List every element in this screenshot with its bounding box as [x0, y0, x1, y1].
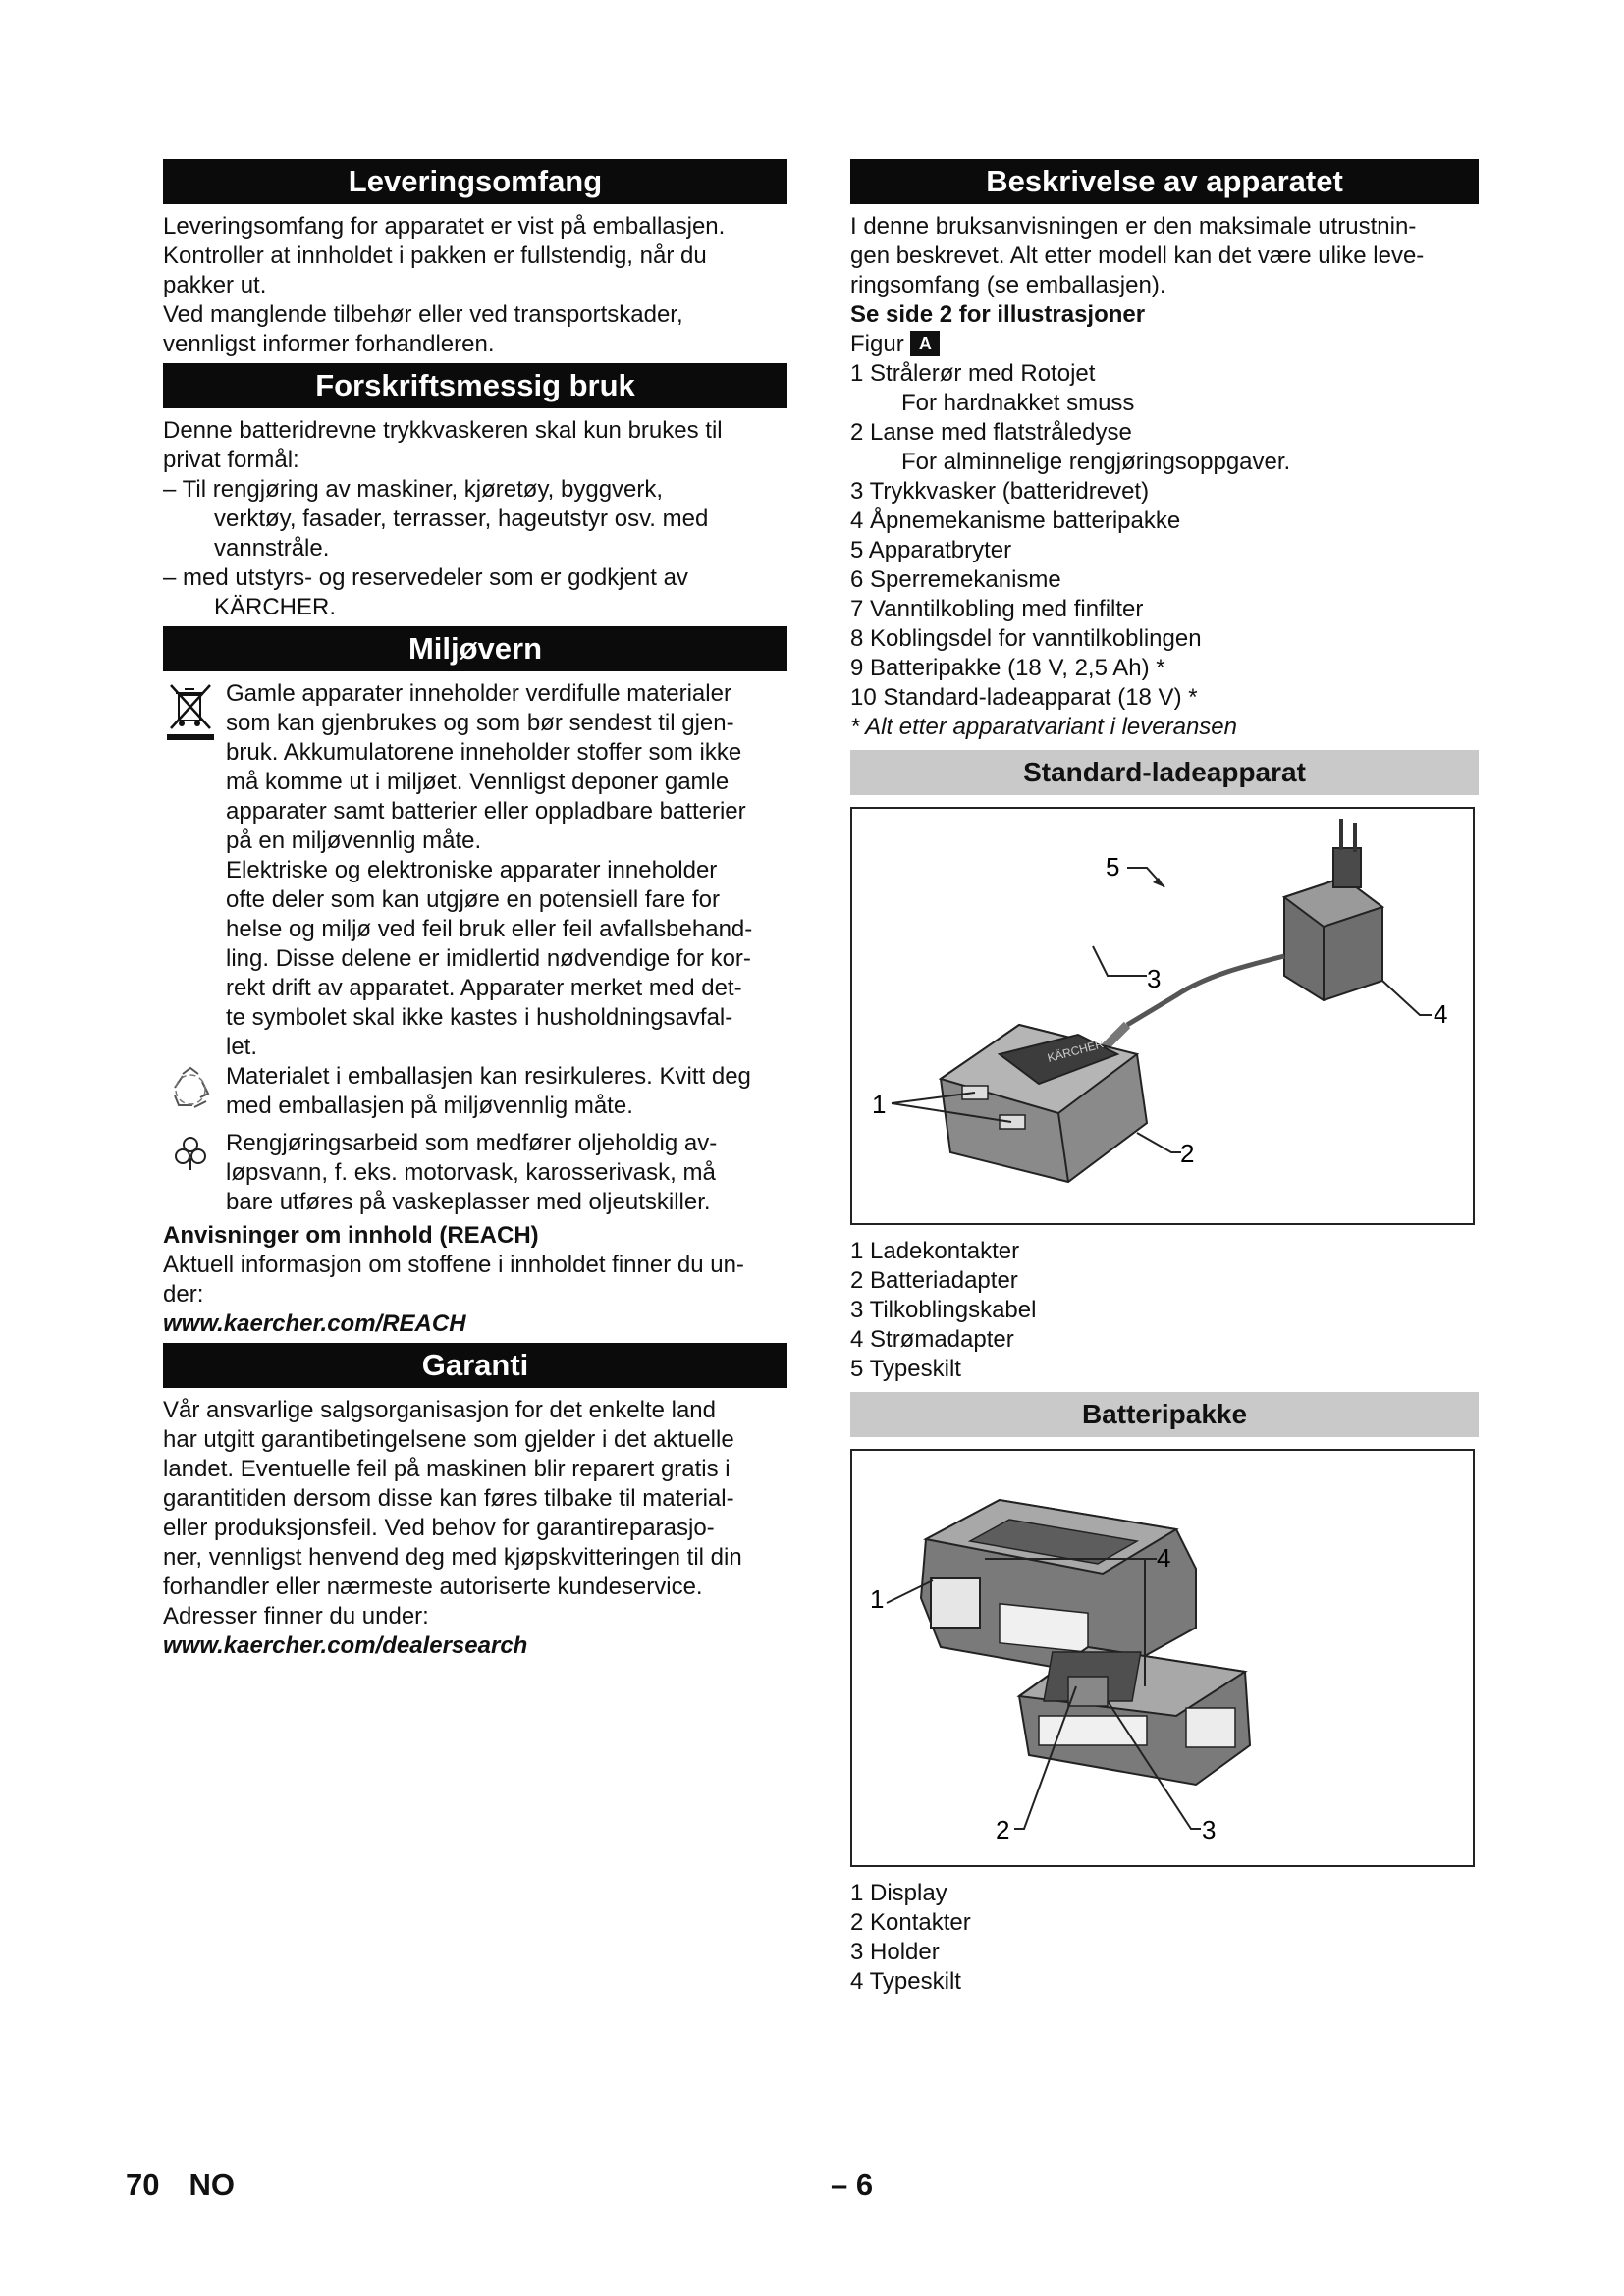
text-line: helse og miljø ved feil bruk eller feil avfallsbehand-: [226, 916, 753, 942]
text-line: let.: [226, 1034, 258, 1060]
text-line: Rengjøringsarbeid som medfører oljeholdig av-: [226, 1130, 718, 1156]
list-item: 4 Strømadapter: [850, 1326, 1014, 1353]
list-item: 3 Holder: [850, 1939, 940, 1965]
recycle-paragraph: [163, 1062, 787, 1121]
text-line: verktøy, fasader, terrasser, hageutstyr osv. med: [214, 506, 709, 532]
text-line: Denne batteridrevne trykkvaskeren skal kun brukes til: [163, 417, 723, 444]
heading-beskrivelse: Beskrivelse av apparatet: [850, 159, 1479, 204]
text-line: pakker ut.: [163, 272, 267, 298]
text-line: Materialet i emballasjen kan resirkuleres. Kvitt deg: [226, 1063, 751, 1090]
dash-bullet: –: [163, 564, 177, 591]
list-item: 5 Typeskilt: [850, 1356, 961, 1382]
list-item: 4 Åpnemekanisme batteripakke: [850, 507, 1181, 534]
heading-standard-ladeapparat: Standard-ladeapparat: [850, 750, 1479, 795]
dash-item: [163, 563, 787, 593]
text-line: gen beskrevet. Alt etter modell kan det være ulike leve-: [850, 242, 1425, 269]
figure-ref: [850, 330, 1479, 359]
battery-adapter-drawing: [941, 1025, 1147, 1182]
text-line: KÄRCHER.: [214, 594, 337, 620]
heading-miljovern: Miljøvern: [163, 626, 787, 671]
text-line: forhandler eller nærmeste autoriserte kundeservice.: [163, 1574, 703, 1600]
text-line: på en miljøvennlig måte.: [226, 828, 482, 854]
text-line: ofte deler som kan utgjøre en potensiell fare for: [226, 886, 720, 913]
text-line: ling. Disse delene er imidlertid nødvendige for kor-: [226, 945, 751, 972]
oil-paragraph: [163, 1129, 787, 1217]
list-item: 7 Vanntilkobling med finfilter: [850, 596, 1144, 622]
forskrift-text: [163, 416, 787, 622]
footnote: * Alt etter apparatvariant i leveransen: [850, 714, 1237, 740]
text-line: Elektriske og elektroniske apparater inneholder: [226, 857, 718, 883]
text-line: har utgitt garantibetingelsene som gjelder i det aktuelle: [163, 1426, 734, 1453]
text-line: Gamle apparater inneholder verdifulle materialer: [226, 680, 731, 707]
text-line: landet. Eventuelle feil på maskinen blir reparert gratis i: [163, 1456, 731, 1482]
list-item: 1 Strålerør med Rotojet: [850, 360, 1096, 387]
list-item: 10 Standard-ladeapparat (18 V) *: [850, 684, 1198, 711]
text-line: apparater samt batterier eller oppladbare batterier: [226, 798, 746, 825]
callout-1: 1: [872, 1090, 887, 1119]
battery-top-drawing: [921, 1500, 1196, 1677]
text-line: løpsvann, f. eks. motorvask, karosserivask, må: [226, 1159, 716, 1186]
text-line: Aktuell informasjon om stoffene i innholdet finner du un-: [163, 1252, 744, 1278]
callout-3: 3: [1147, 964, 1162, 993]
dealersearch-link[interactable]: www.kaercher.com/dealersearch: [163, 1632, 528, 1659]
heading-leveringsomfang: Leveringsomfang: [163, 159, 787, 204]
text-line: ner, vennligst henvend deg med kjøpskvitteringen til din: [163, 1544, 742, 1571]
list-item: 3 Trykkvasker (batteridrevet): [850, 478, 1150, 505]
text-line: må komme ut i miljøet. Vennligst deponer gamle: [226, 769, 730, 795]
heading-forskriftsmessig-bruk: Forskriftsmessig bruk: [163, 363, 787, 408]
list-item: 9 Batteripakke (18 V, 2,5 Ah) *: [850, 655, 1165, 681]
text-line: Leveringsomfang for apparatet er vist på emballasjen.: [163, 213, 726, 240]
text-line: Adresser finner du under:: [163, 1603, 429, 1629]
list-item-sub: For alminnelige rengjøringsoppgaver.: [901, 449, 1291, 475]
list-item: 1 Ladekontakter: [850, 1238, 1020, 1264]
recycle-icon: [163, 1064, 218, 1123]
list-item: 6 Sperremekanisme: [850, 566, 1061, 593]
charger-illustration: [852, 809, 1473, 1223]
dash-item-text: Til rengjøring av maskiner, kjøretøy, byggverk,: [182, 476, 664, 503]
callout-3: 3: [1202, 1815, 1217, 1844]
list-item: 2 Kontakter: [850, 1909, 971, 1936]
oil-separator-icon: [163, 1131, 218, 1190]
page-footer-left: [126, 2167, 264, 2203]
text-line: eller produksjonsfeil. Ved behov for garantireparasjo-: [163, 1515, 715, 1541]
text-line: som kan gjenbrukes og som bør sendest til gjen-: [226, 710, 734, 736]
text-line: vannstråle.: [214, 535, 330, 561]
heading-batteripakke: Batteripakke: [850, 1392, 1479, 1437]
leveringsomfang-text: [163, 212, 787, 359]
page-number: 70: [126, 2167, 160, 2202]
dash-bullet: –: [163, 476, 177, 503]
callout-5: 5: [1106, 852, 1120, 881]
list-item: 3 Tilkoblingskabel: [850, 1297, 1037, 1323]
text-line: Kontroller at innholdet i pakken er fullstendig, når du: [163, 242, 707, 269]
garanti-text: [163, 1396, 787, 1661]
battery-figure: [850, 1449, 1475, 1867]
text-line: med emballasjen på miljøvennlig måte.: [226, 1093, 633, 1119]
power-adapter-drawing: [1284, 819, 1382, 1000]
crossed-bin-icon: [163, 681, 218, 740]
list-item: 2 Lanse med flatstråledyse: [850, 419, 1132, 446]
list-item: 8 Koblingsdel for vanntilkoblingen: [850, 625, 1202, 652]
page-footer-center: – 6: [831, 2167, 874, 2202]
callout-4: 4: [1434, 999, 1448, 1029]
reach-link[interactable]: www.kaercher.com/REACH: [163, 1310, 466, 1337]
text-line: rekt drift av apparatet. Apparater merket med det-: [226, 975, 742, 1001]
callout-4: 4: [1157, 1543, 1171, 1573]
weee-paragraph: [163, 679, 787, 1062]
see-page-note: Se side 2 for illustrasjoner: [850, 301, 1146, 328]
charger-figure: [850, 807, 1475, 1225]
callout-1: 1: [870, 1584, 885, 1614]
text-line: Ved manglende tilbehør eller ved transportskader,: [163, 301, 683, 328]
text-line: privat formål:: [163, 447, 299, 473]
reach-heading: Anvisninger om innhold (REACH): [163, 1222, 539, 1249]
figure-a-badge: A: [910, 331, 940, 356]
text-line: der:: [163, 1281, 204, 1308]
text-line: bare utføres på vaskeplasser med oljeutskiller.: [226, 1189, 711, 1215]
callout-2: 2: [1180, 1139, 1195, 1168]
list-item: 1 Display: [850, 1880, 947, 1906]
right-column: [850, 159, 1479, 1997]
heading-garanti: Garanti: [163, 1343, 787, 1388]
text-line: I denne bruksanvisningen er den maksimale utrustnin-: [850, 213, 1417, 240]
callout-2: 2: [996, 1815, 1010, 1844]
list-item: 4 Typeskilt: [850, 1968, 961, 1995]
list-item-sub: For hardnakket smuss: [901, 390, 1135, 416]
text-line: Vår ansvarlige salgsorganisasjon for det enkelte land: [163, 1397, 717, 1423]
list-item: 5 Apparatbryter: [850, 537, 1012, 563]
device-brand-text: KÄRCHER: [1046, 1037, 1106, 1065]
battery-bottom-drawing: [1019, 1647, 1250, 1785]
language-code: NO: [189, 2167, 235, 2202]
figure-label: Figur: [850, 331, 904, 357]
dash-item: [163, 475, 787, 505]
text-line: bruk. Akkumulatorene inneholder stoffer som ikke: [226, 739, 742, 766]
text-line: vennligst informer forhandleren.: [163, 331, 495, 357]
text-line: te symbolet skal ikke kastes i husholdningsavfal-: [226, 1004, 733, 1031]
text-line: ringsomfang (se emballasjen).: [850, 272, 1166, 298]
list-item: 2 Batteriadapter: [850, 1267, 1018, 1294]
text-line: garantitiden dersom disse kan føres tilbake til material-: [163, 1485, 734, 1512]
battery-illustration: [852, 1451, 1473, 1865]
dash-item-text: med utstyrs- og reservedeler som er godkjent av: [183, 564, 688, 591]
left-column: [163, 159, 787, 1661]
